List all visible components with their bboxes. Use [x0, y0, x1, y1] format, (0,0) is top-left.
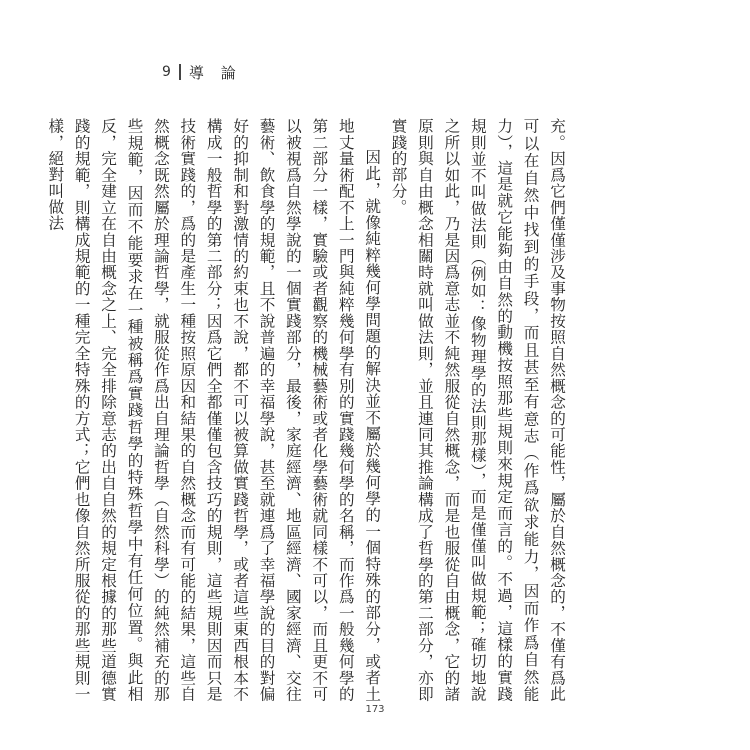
header-page-number: 9 [162, 64, 171, 80]
paragraph: 充。因爲它們僅僅涉及事物按照自然概念的可能性，屬於自然概念的，不僅有爲此可以在自然中找到的手段，而且甚至有意志（作爲欲求能力，因而作爲自然能力），這是就它能夠由自然的動機按照那些規則來規定而言的。不過，這樣的實踐規則並不叫做法則（例如：像物理學的法則那樣），而是僅僅叫做規範；確切地說之所以如此，乃是因爲意志並不純然服從自然概念，而是也服從自由概念，它的諸原則與自由概念相關時就叫做法則，並且連同其推論構成了哲學的第二部分，亦即實踐的部分。 [389, 118, 566, 702]
body-text [42, 118, 570, 702]
header-title: 導 論 [188, 63, 242, 82]
running-header [162, 61, 242, 83]
paragraph: 因此，就像純粹幾何學問題的解決並不屬於幾何學的一個特殊的部分，或者土地丈量術配不上一門與純粹幾何學有別的實踐幾何學的名稱，而作爲一般幾何學的第二部分一樣，實驗或者觀察的機械藝術或者化學藝術就同樣不可以，而且更不可以被視爲自然學說的一個實踐部分，最後，家庭經濟、地區經濟、國家經濟、交往藝術、飲食學的規範，且不說普遍的幸福學說，甚至就連爲了幸福學說的目的對偏好的抑制和對激情的約束也不說，都不可以被算做實踐哲學，或者這些東西根本不構成一般哲學的第二部分；因爲它們全都僅僅包含技巧的規則，這些規則因而只是技術實踐的，爲的是產生一種按照原因和結果的自然概念而有可能的結果，這些自然概念既然屬於理論哲學，就服從作爲出自理論哲學（自然科學）的純然補充的那些規範，因而不能要求在一種被稱爲實踐哲學的特殊哲學中有任何位置。與此相反，完全建立在自由概念之上、完全排除意志的出自自然的規定根據的那些道德實踐的規範，則構成規範的一種完全特殊的方式；它們也像自然所服從的那些規則一樣，絕對叫做法 [46, 118, 382, 702]
folio-page-number: 173 [365, 704, 385, 715]
header-divider [179, 64, 181, 80]
